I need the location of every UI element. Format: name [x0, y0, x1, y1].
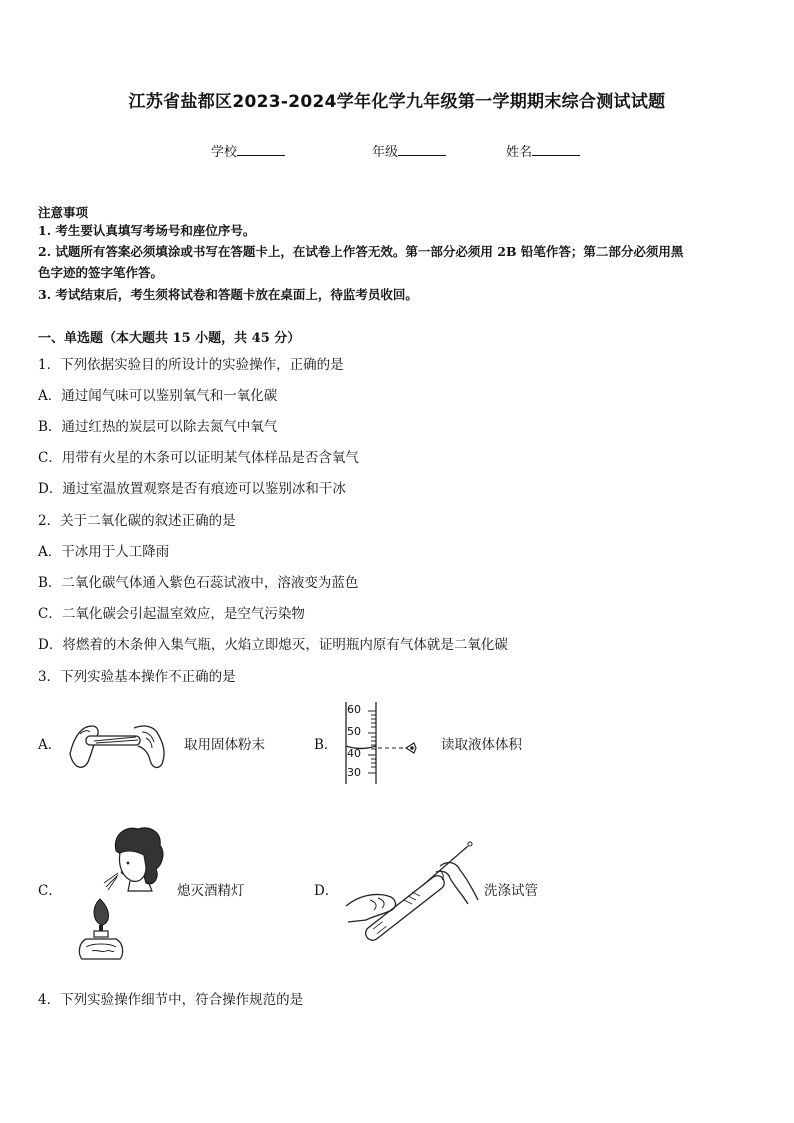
- figure-a-label: 取用固体粉末: [184, 737, 265, 753]
- note-item: 1. 考生要认真填写考场号和座位序号。: [38, 223, 256, 238]
- name-field: [506, 141, 580, 160]
- question-stem: 3．下列实验基本操作不正确的是: [38, 669, 236, 685]
- alcohol-lamp-illustration: [72, 825, 172, 965]
- grade-label: 年级: [372, 145, 399, 160]
- figure-a-letter: A．: [38, 737, 62, 753]
- powder-tube-illustration: [66, 714, 172, 772]
- figure-d-letter: D．: [314, 883, 339, 899]
- tick-label: 50: [347, 725, 361, 738]
- figure-b-label: 读取液体体积: [441, 737, 522, 753]
- figure-b-letter: B．: [314, 737, 338, 753]
- notes-heading: 注意事项: [38, 205, 89, 220]
- school-label: 学校: [211, 145, 238, 160]
- option-a: A．通过闻气味可以鉴别氧气和一氧化碳: [38, 388, 278, 404]
- option-d: D．将燃着的木条伸入集气瓶，火焰立即熄灭，证明瓶内原有气体就是二氧化碳: [38, 637, 508, 653]
- grade-blank: [398, 143, 446, 156]
- page-title: 江苏省盐都区2023-2024学年化学九年级第一学期期末综合测试试题: [128, 92, 666, 112]
- option-b: B．二氧化碳气体通入紫色石蕊试液中，溶液变为蓝色: [38, 575, 359, 591]
- wash-tube-illustration: [344, 840, 480, 944]
- figure-d-label: 洗涤试管: [484, 883, 538, 899]
- option-a: A．干冰用于人工降雨: [38, 544, 170, 560]
- tick-label: 60: [347, 703, 361, 716]
- grade-field: [372, 141, 446, 160]
- tick-label: 30: [347, 766, 361, 779]
- figure-c-letter: C．: [38, 883, 62, 899]
- note-item: 色字迹的签字笔作答。: [38, 265, 164, 280]
- option-c: C．用带有火星的木条可以证明某气体样品是否含氧气: [38, 450, 359, 466]
- section-heading: 一、单选题（本大题共 15 小题，共 45 分）: [38, 331, 301, 346]
- option-c: C．二氧化碳会引起温室效应，是空气污染物: [38, 606, 305, 622]
- school-blank: [237, 143, 285, 156]
- option-d: D．通过室温放置观察是否有痕迹可以鉴别冰和干冰: [38, 481, 346, 497]
- question-stem: 4．下列实验操作细节中，符合操作规范的是: [38, 992, 304, 1008]
- name-blank: [532, 143, 580, 156]
- figure-c-label: 熄灭酒精灯: [177, 883, 245, 899]
- option-b: B．通过红热的炭层可以除去氮气中氧气: [38, 419, 278, 435]
- question-stem: 2．关于二氧化碳的叙述正确的是: [38, 513, 236, 529]
- tick-label: 40: [347, 747, 361, 760]
- school-field: [211, 141, 285, 160]
- note-item: 2. 试题所有答案必须填涂或书写在答题卡上，在试卷上作答无效。第一部分必须用 2B 铅笔作答；第二部分必须用黑: [38, 244, 684, 259]
- question-stem: 1．下列依据实验目的所设计的实验操作，正确的是: [38, 357, 344, 373]
- note-item: 3. 考试结束后，考生须将试卷和答题卡放在桌面上，待监考员收回。: [38, 287, 418, 302]
- name-label: 姓名: [506, 145, 533, 160]
